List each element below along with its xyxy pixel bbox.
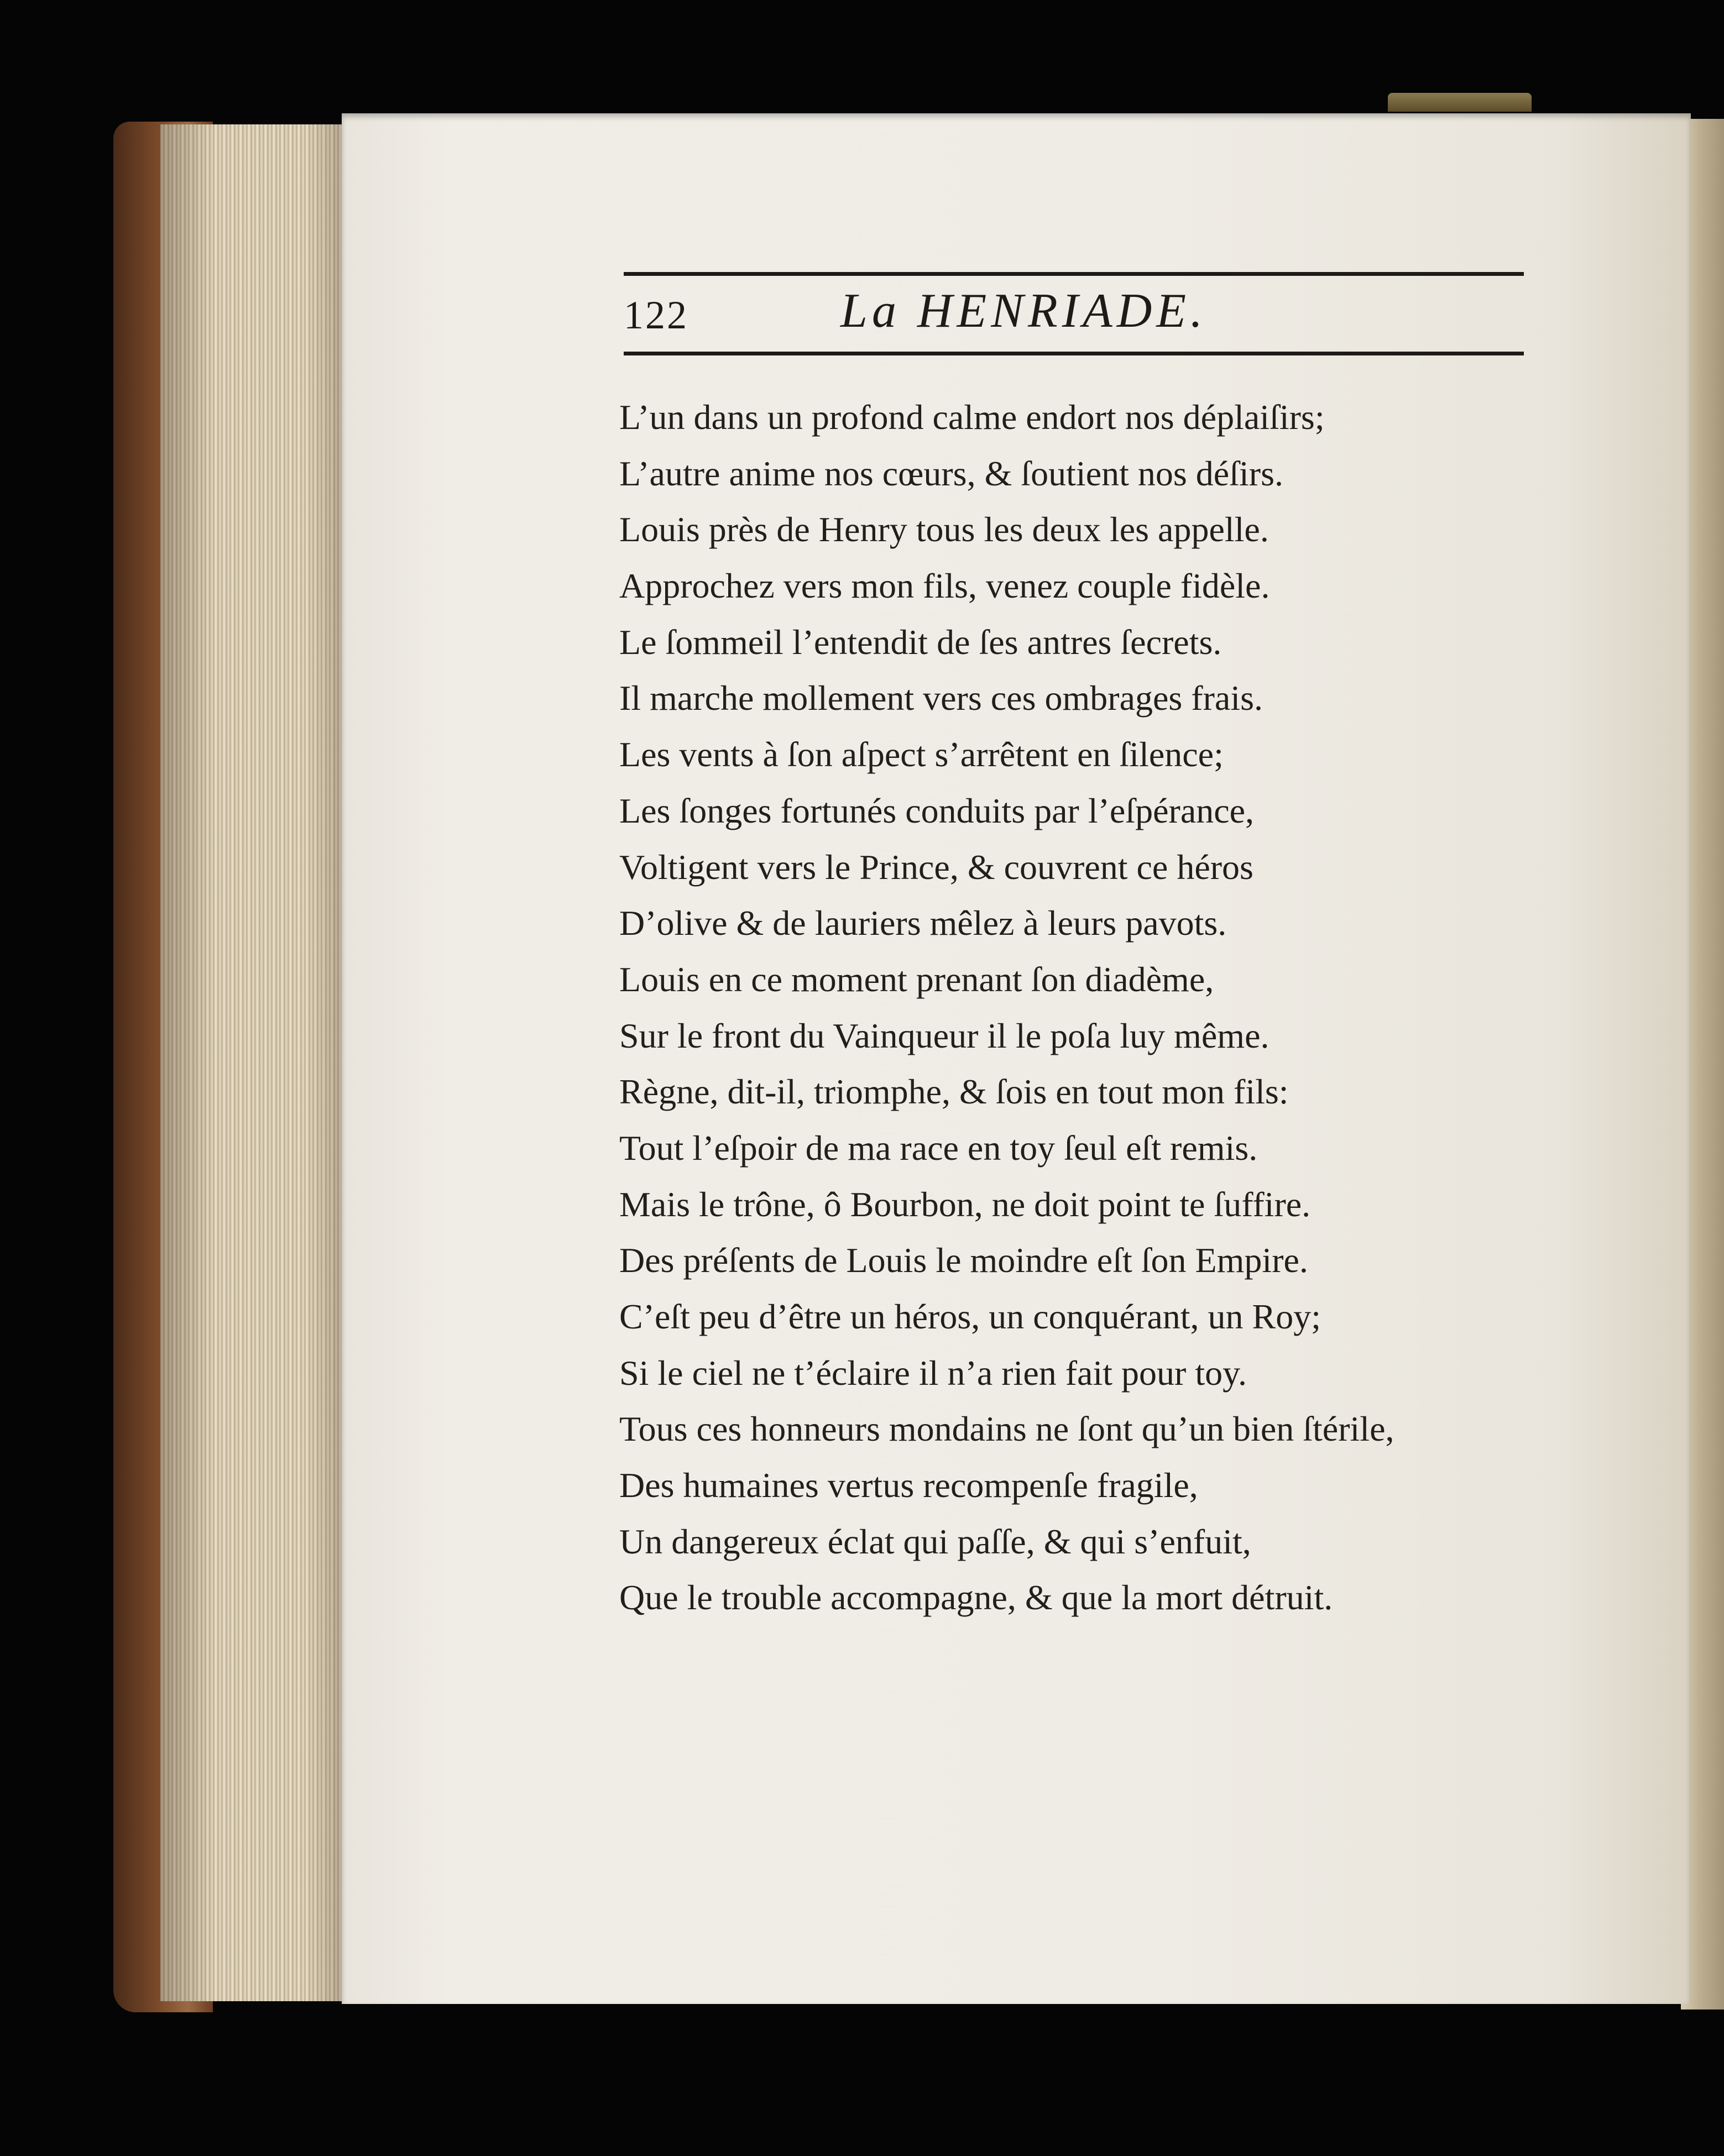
verse-line: Les ſonges fortunés conduits par l’eſpérance, <box>619 791 1255 830</box>
book-clasp <box>1388 93 1532 112</box>
verse-line: Un dangereux éclat qui paſſe, & qui s’enfuit, <box>619 1521 1251 1561</box>
verse-line: D’olive & de lauriers mêlez à leurs pavots. <box>619 903 1227 943</box>
verse-line: Les vents à ſon aſpect s’arrêtent en ſilence; <box>619 735 1224 775</box>
header-rule-top <box>624 272 1524 276</box>
verse-line: Si le ciel ne t’éclaire il n’a rien fait pour toy. <box>619 1353 1247 1393</box>
verse-line: Règne, dit-il, triomphe, & ſois en tout mon fils: <box>619 1072 1289 1112</box>
verse-line: Sur le front du Vainqueur il le poſa luy même. <box>619 1016 1270 1055</box>
running-title: La HENRIADE. <box>840 284 1208 338</box>
verse-line: Louis en ce moment prenant ſon diadème, <box>619 959 1214 999</box>
verse-line: Tout l’eſpoir de ma race en toy ſeul eſt remis. <box>619 1128 1258 1168</box>
verse-line: Tous ces honneurs mondains ne ſont qu’un bien ſtérile, <box>619 1409 1394 1449</box>
verse-block <box>619 389 1394 1626</box>
verse-line: Des humaines vertus recompenſe fragile, <box>619 1466 1198 1505</box>
verse-line: L’autre anime nos cœurs, & ſoutient nos déſirs. <box>619 453 1283 493</box>
verse-line: Il marche mollement vers ces ombrages frais. <box>619 678 1263 718</box>
verse-line: Que le trouble accompagne, & que la mort détruit. <box>619 1578 1333 1618</box>
page-number: 122 <box>624 293 688 337</box>
verse-line: Approchez vers mon fils, venez couple fidèle. <box>619 566 1270 606</box>
verse-line: Louis près de Henry tous les deux les appelle. <box>619 510 1269 550</box>
verse-line: Des préſents de Louis le moindre eſt ſon Empire. <box>619 1241 1308 1280</box>
page-block-edges <box>160 124 344 2001</box>
verse-line: Mais le trône, ô Bourbon, ne doit point te ſuffire. <box>619 1184 1311 1224</box>
verse-line: Le ſommeil l’entendit de ſes antres ſecrets. <box>619 622 1222 662</box>
verse-line: Voltigent vers le Prince, & couvrent ce héros <box>619 847 1253 887</box>
verse-line: C’eſt peu d’être un héros, un conquérant, un Roy; <box>619 1297 1321 1336</box>
verse-line: L’un dans un profond calme endort nos déplaiſirs; <box>619 397 1325 437</box>
header-rule-bottom <box>624 352 1524 355</box>
